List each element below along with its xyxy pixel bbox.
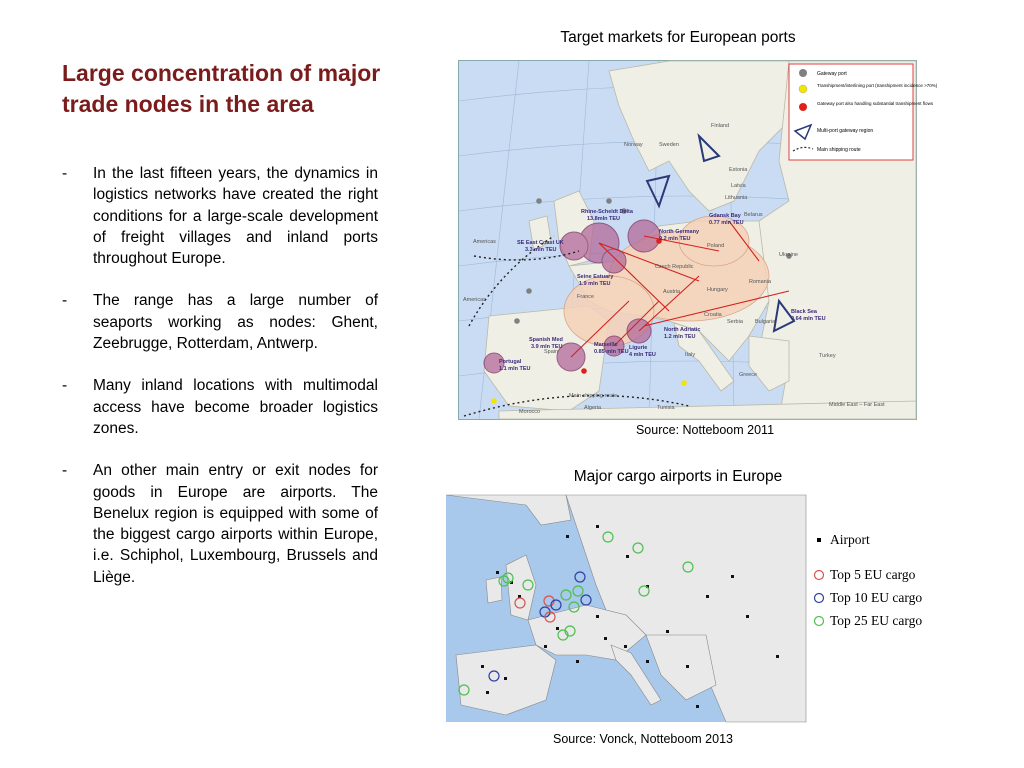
legend-row bbox=[808, 528, 968, 551]
svg-text:Czech Republic: Czech Republic bbox=[655, 264, 694, 270]
svg-text:1.9 mln TEU: 1.9 mln TEU bbox=[579, 281, 611, 287]
svg-text:3.9 mln TEU: 3.9 mln TEU bbox=[531, 344, 563, 350]
ports-map-source: Source: Notteboom 2011 bbox=[635, 423, 775, 437]
svg-text:Lithuania: Lithuania bbox=[725, 195, 748, 201]
ports-map bbox=[458, 60, 938, 420]
bullet-marker: - bbox=[62, 165, 68, 182]
legend-label: Top 5 EU cargo bbox=[830, 566, 916, 582]
bullet-item: - An other main entry or exit nodes for goods in Europe are airports. The Benelux region is equipped with some of the biggest cargo airports within Europe, i.e. Schiphol, Luxembourg, Brussels and Liège. bbox=[62, 462, 378, 586]
svg-text:Spain: Spain bbox=[544, 349, 559, 355]
svg-text:1.2 mln TEU: 1.2 mln TEU bbox=[664, 334, 696, 340]
square-icon bbox=[808, 536, 830, 544]
airports-map-caption: Major cargo airports in Europe bbox=[573, 468, 783, 485]
legend-label-shipping-route: Main shipping route bbox=[817, 147, 861, 153]
svg-text:France: France bbox=[577, 294, 595, 300]
svg-text:North Adriatic: North Adriatic bbox=[664, 327, 701, 333]
svg-text:0.64 mln TEU: 0.64 mln TEU bbox=[791, 316, 826, 322]
svg-text:Portugal: Portugal bbox=[499, 359, 522, 365]
svg-text:Americas: Americas bbox=[463, 297, 486, 303]
bullet-list bbox=[62, 163, 378, 609]
svg-text:Americas: Americas bbox=[473, 239, 496, 245]
svg-text:Middle East – Far East: Middle East – Far East bbox=[829, 402, 885, 408]
svg-text:Belarus: Belarus bbox=[744, 212, 763, 218]
svg-text:Black Sea: Black Sea bbox=[791, 309, 817, 315]
svg-text:Latvia: Latvia bbox=[731, 183, 746, 189]
airports-map-source: Source: Vonck, Notteboom 2013 bbox=[553, 732, 733, 746]
svg-text:Romania: Romania bbox=[749, 279, 772, 285]
svg-text:Serbia: Serbia bbox=[727, 319, 743, 325]
svg-text:Morocco: Morocco bbox=[519, 409, 541, 415]
svg-text:Croatia: Croatia bbox=[704, 312, 722, 318]
svg-text:Bulgaria: Bulgaria bbox=[755, 319, 776, 325]
legend-label-multiport: Multi-port gateway region bbox=[817, 128, 874, 134]
svg-text:4 mln TEU: 4 mln TEU bbox=[629, 352, 656, 358]
bullet-marker: - bbox=[62, 462, 68, 480]
svg-text:Sweden: Sweden bbox=[659, 142, 679, 148]
svg-text:3.3 mln TEU: 3.3 mln TEU bbox=[525, 247, 557, 253]
legend-row bbox=[808, 609, 968, 632]
legend-label: Top 25 EU cargo bbox=[830, 612, 923, 628]
ports-map-caption: Target markets for European ports bbox=[560, 29, 796, 46]
slide-title: Large concentration of major trade nodes in the area bbox=[62, 60, 381, 117]
bullet-marker: - bbox=[62, 292, 68, 310]
legend-label-transhipment-port: Transhipment/interlining port (transhipment incidence >70%) bbox=[817, 83, 938, 88]
red-circle-icon bbox=[808, 569, 830, 581]
svg-text:Main shipping route: Main shipping route bbox=[569, 393, 618, 399]
svg-text:Finland: Finland bbox=[711, 123, 730, 129]
svg-text:9.2 mln TEU: 9.2 mln TEU bbox=[659, 236, 691, 242]
svg-text:Tunisia: Tunisia bbox=[657, 405, 675, 411]
bullet-item: - In the last fifteen years, the dynamics in logistics networks have created the right conditions for a large-scale development of freight villages and inland ports throughout Europe. bbox=[62, 165, 378, 268]
bullet-item: - The range has a large number of seaports working as nodes: Ghent, Zeebrugge, Rotterdam, Antwerp. bbox=[62, 292, 378, 353]
svg-text:Turkey: Turkey bbox=[819, 353, 836, 359]
svg-text:Ukraine: Ukraine bbox=[779, 252, 798, 258]
airports-legend bbox=[808, 528, 968, 632]
bullet-marker: - bbox=[62, 377, 68, 395]
legend-label-gateway-transhipment: Gateway port also handling substantial transhipment flows bbox=[817, 101, 934, 106]
svg-text:Spanish Med: Spanish Med bbox=[529, 337, 563, 343]
svg-text:0.77 mln TEU: 0.77 mln TEU bbox=[709, 220, 744, 226]
blue-circle-icon bbox=[808, 592, 830, 604]
svg-text:North Germany: North Germany bbox=[659, 229, 700, 235]
svg-text:Ligurie: Ligurie bbox=[629, 345, 648, 351]
svg-text:SE East Coast UK: SE East Coast UK bbox=[517, 240, 564, 246]
svg-text:Italy: Italy bbox=[685, 352, 696, 358]
svg-text:Greece: Greece bbox=[739, 372, 758, 378]
svg-text:Rhine-Scheldt Delta: Rhine-Scheldt Delta bbox=[581, 209, 633, 215]
svg-text:Seine Estuary: Seine Estuary bbox=[577, 274, 614, 280]
svg-text:Estonia: Estonia bbox=[729, 167, 748, 173]
svg-text:Austria: Austria bbox=[663, 289, 681, 295]
legend-row bbox=[808, 586, 968, 609]
legend-label: Top 10 EU cargo bbox=[830, 589, 923, 605]
svg-text:Hungary: Hungary bbox=[707, 287, 728, 293]
legend-row bbox=[808, 563, 968, 586]
svg-text:1.1 mln TEU: 1.1 mln TEU bbox=[499, 366, 531, 372]
svg-text:Marseille: Marseille bbox=[594, 342, 618, 348]
svg-text:13.8mln TEU: 13.8mln TEU bbox=[587, 216, 621, 222]
legend-label: Airport bbox=[830, 531, 870, 547]
airports-map bbox=[446, 495, 806, 722]
svg-text:0.85 mln TEU: 0.85 mln TEU bbox=[594, 349, 629, 355]
svg-text:Algeria: Algeria bbox=[584, 405, 602, 411]
svg-text:Gdansk Bay: Gdansk Bay bbox=[709, 213, 741, 219]
green-circle-icon bbox=[808, 615, 830, 627]
svg-text:Poland: Poland bbox=[707, 243, 725, 249]
legend-label-gateway-port: Gateway port bbox=[817, 71, 847, 77]
bullet-item: - Many inland locations with multimodal access have become broader logistics zones. bbox=[62, 377, 378, 437]
svg-text:Norway: Norway bbox=[624, 142, 643, 148]
